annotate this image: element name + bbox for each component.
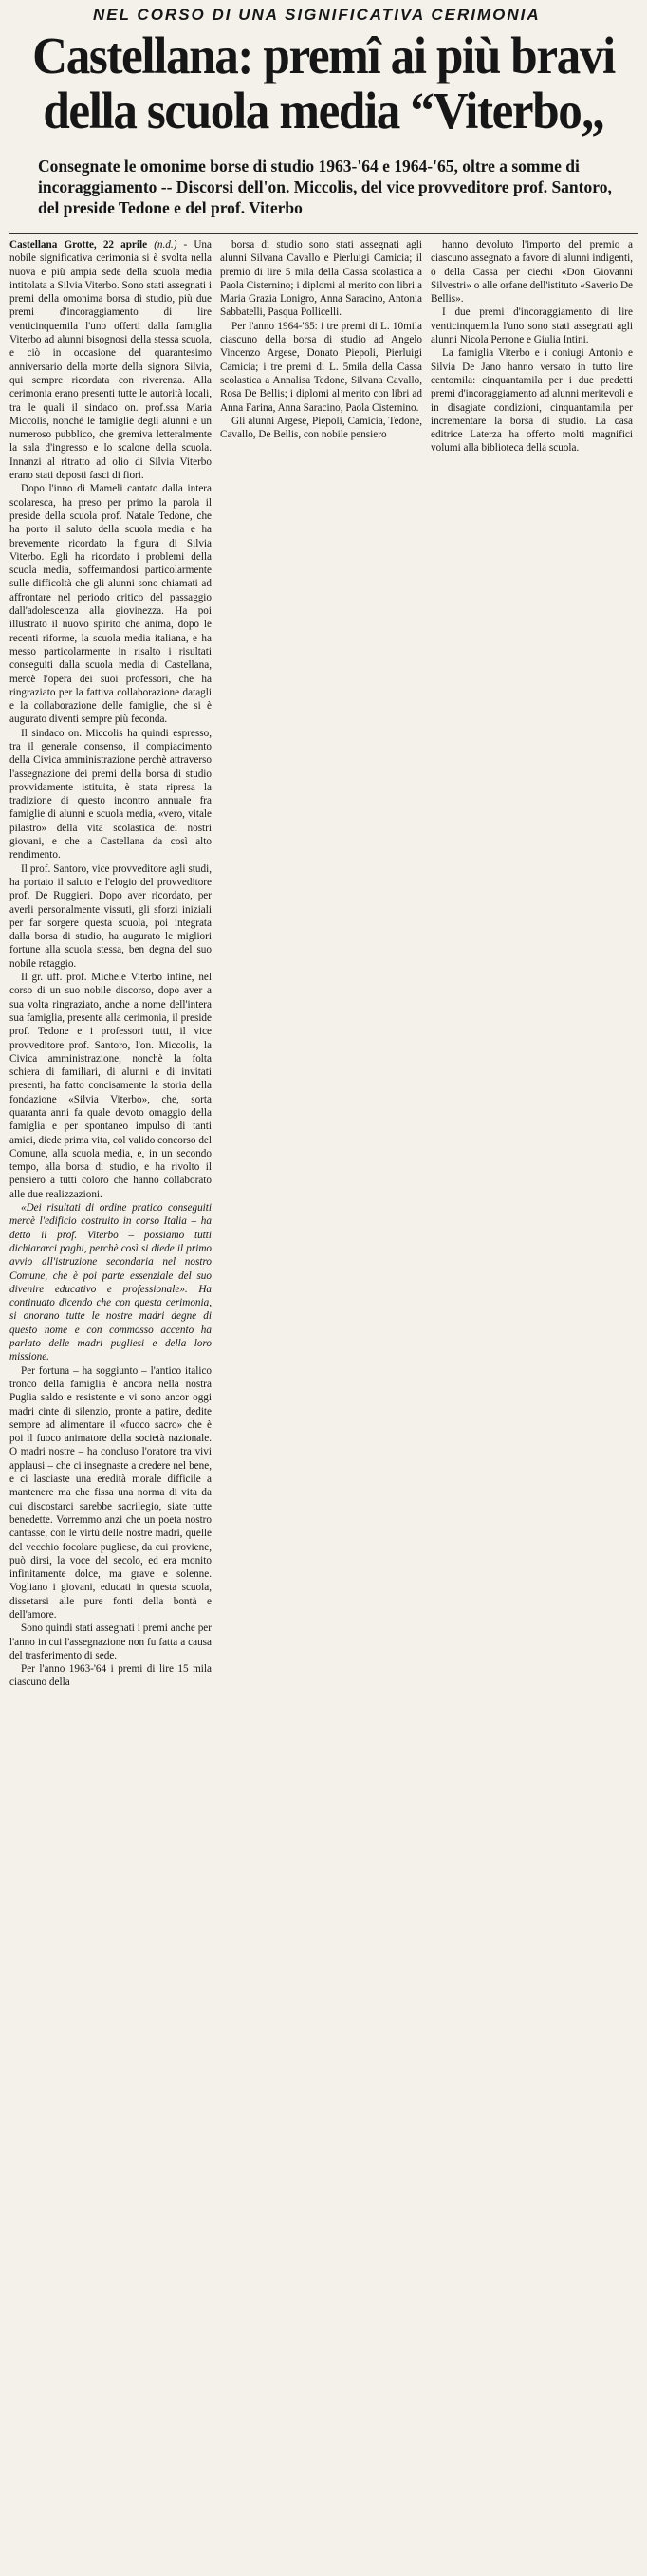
dateline-paragraph [9, 238, 212, 482]
article-paragraph: Per l'anno 1964-'65: i tre premi di L. 10mila ciascuno della borsa di studio ad Angelo Vincenzo Argese, Donato Piepoli, Pierluigi Camicia; i tre premi di L. 5mila della Cassa scolastica a Annalisa Tedone, Silvana Cavallo, Rosa De Bellis; i diplomi al merito con libri ad Anna Farina, Anna Saracino, Paola Cisternino. [220, 320, 422, 414]
article-paragraph: Sono quindi stati assegnati i premi anche per l'anno in cui l'assegnazione non fu fatta a causa del trasferimento di sede. [9, 1622, 212, 1661]
divider [9, 233, 638, 234]
article-paragraph: Il prof. Santoro, vice provveditore agli studi, ha portato il saluto e l'elogio del provveditore prof. De Ruggieri. Dopo aver ricordato, per averli personalmente vissuti, gli sforzi iniziali per far sorgere questa scuola, poi integrata dalla borsa di studio, ha augurato le migliori fortune alla scuola stessa, ben degna del suo nobile retaggio. [9, 862, 212, 970]
headline-line-1: Castellana: premî ai più bravi [32, 27, 615, 84]
article-paragraph: hanno devoluto l'importo del premio a ciascuno assegnato a favore di alunni indigenti, o della Cassa per ciechi «Don Giovanni Silvestri» o alle orfane dell'istituto «Saverio De Bellis». [431, 239, 633, 306]
article-paragraph: Il sindaco on. Miccolis ha quindi espresso, tra il generale consenso, il compiacimento della Civica amministrazione perchè attraverso l'assegnazione dei premi della borsa di studio provvidamente istituita, è stata ripresa la tradizione di questo incontro annuale fra famiglie di alunni e scuola media, «vero, vitale pilastro» della vita scolastica dei nostri giovani, e che a Castellana da così alto rendimento. [9, 727, 212, 862]
dateline-agency: (n.d.) [154, 239, 177, 250]
article-column-1 [9, 238, 212, 1690]
headline-line-2: della scuola media “Viterbo„ [43, 82, 604, 139]
article-paragraph: «Dei risultati di ordine pratico conseguiti mercè l'edificio costruito in corso Italia – ha detto il prof. Viterbo – possiamo tutti dichiararci paghi, perchè così si diede il primo avvio all'istruzione secondaria nel nostro Comune, che è poi parte essenziale del suo divenire educativo e professionale». Ha continuato dicendo che con questa cerimonia, si onorano tutte le nostre madri degne di questo nome e con commosso accento ha parlato delle madri pugliesi e della loro missione. [9, 1202, 212, 1363]
article-column-2 [220, 238, 422, 441]
paragraph-text: - Una nobile significativa cerimonia si è svolta nella nuova e più ampia sede della scuola media intitolata a Silvia Viterbo. Sono stati assegnati i premi della omonima borsa di studio, più due premi d'incoraggiamento di lire venticinquemila l'uno offerti dalla famiglia Viterbo ad alunni bisognosi della stessa scuola, e ciò in occasione del quarantesimo anniversario della morte della signora Silvia, qui sempre ricordata con riverenza. Alla cerimonia erano presenti tutte le autorità locali, tra le quali il sindaco on. prof.ssa Maria Miccolis, nonchè le famiglie degli alunni e un numeroso pubblico, che gremiva letteralmente la sala d'ingresso e lo scalone della scuola. Innanzi al ritratto ad olio di Silvia Viterbo erano stati deposti fasci di fiori. [9, 239, 212, 482]
article-paragraph: Gli alunni Argese, Piepoli, Camicia, Tedone, Cavallo, De Bellis, con nobile pensiero [220, 415, 422, 441]
article-body [9, 238, 638, 1690]
article-column-3 [431, 238, 633, 455]
headline [31, 28, 616, 139]
subheadline: Consegnate le omonime borse di studio 1963-'64 e 1964-'65, oltre a somme di incoraggiamento -- Discorsi dell'on. Miccolis, del vice provveditore prof. Santoro, del preside Tedone e del prof. Viterbo [38, 157, 612, 217]
article-paragraph: borsa di studio sono stati assegnati agli alunni Silvana Cavallo e Pierluigi Camicia; il premio di lire 5 mila della Cassa scolastica a Paola Cisternino; i diplomi al merito con libri a Maria Grazia Lonigro, Anna Saracino, Antonia Sabbatelli, Pasqua Pollicelli. [220, 239, 422, 319]
article-paragraph: Dopo l'inno di Mameli cantato dalla intera scolaresca, ha preso per primo la parola il preside della scuola prof. Natale Tedone, che ha porto il saluto della scuola media e ha brevemente ricordato la figura di Silvia Viterbo. Egli ha ricordato i problemi della scuola media, soffermandosi particolarmente sulle difficoltà che gli alunni sono chiamati ad affrontare nel periodo critico del passaggio dall'adolescenza alla giovinezza. Ha poi illustrato il nuovo spirito che anima, dopo le recenti riforme, la scuola media italiana, e ha messo particolarmente in risalto i risultati conseguiti dalla scuola media di Castellana, mercè l'opera dei suoi professori, che ha ringraziato per la fattiva collaborazione datagli e la collaborazione delle famiglie, che si è augurato diventi sempre più feconda. [9, 483, 212, 726]
article-paragraph: La famiglia Viterbo e i coniugi Antonio e Silvia De Jano hanno versato in tutto lire centomila: cinquantamila per i due predetti premi d'incoraggiamento ad alunni meritevoli e in disagiate condizioni, cinquantamila per incrementare la borsa di studio. La casa editrice Laterza ha offerto molti magnifici volumi alla biblioteca della scuola. [431, 347, 633, 454]
kicker: NEL CORSO DI UNA SIGNIFICATIVA CERIMONIA [93, 6, 541, 24]
article-paragraph: I due premi d'incoraggiamento di lire venticinquemila l'uno sono stati assegnati agli alunni Nicola Perrone e Giulia Intini. [431, 306, 633, 346]
dateline-place: Castellana Grotte, 22 aprile [9, 239, 148, 250]
article-paragraph: Per fortuna – ha soggiunto – l'antico italico tronco della famiglia è ancora nella nostra Puglia saldo e resistente e vi sono ancor oggi madri cinte di silenzio, pronte a patire, dedite sempre ad alimentare il «fuoco sacro» che è poi il fuoco animatore della società nazionale. O madri nostre – ha concluso l'oratore tra vivi applausi – che ci insegnaste a credere nel bene, e ci lasciaste una eredità morale difficile a mantenere ma che fissa una norma di vita da cui discostarci sarebbe sacrilegio, siate tutte benedette. Vorremmo anzi che un poeta nostro cantasse, con le virtù delle nostre madri, quelle del vecchio focolare pugliese, da cui proviene, può dirsi, la voce del secolo, ed era monito infinitamente dolce, ma grave e solenne. Vogliano i giovani, educati in questa scuola, dissetarsi alle pure fonti della bontà e dell'amore. [9, 1364, 212, 1621]
article-paragraph: Il gr. uff. prof. Michele Viterbo infine, nel corso di un suo nobile discorso, dopo aver a sua volta ringraziato, anche a nome dell'intera sua famiglia, presente alla cerimonia, il preside prof. Tedone e i professori tutti, il vice provveditore prof. Santoro, l'on. Miccolis, la Civica amministrazione, nonchè la folta schiera di familiari, di alunni e di invitati presenti, ha fatto concisamente la storia della fondazione «Silvia Viterbo», che, sorta quaranta anni fa quale devoto omaggio della famiglia e per spontaneo impulso di tanti amici, diede prima vita, col valido concorso del Comune, alla scuola media, e, in un secondo tempo, alla borsa di studio, e ha rivolto il pensiero a tutti coloro che hanno collaborato alle due realizzazioni. [9, 972, 212, 1200]
article-paragraph: Per l'anno 1963-'64 i premi di lire 15 mila ciascuno della [9, 1663, 212, 1689]
